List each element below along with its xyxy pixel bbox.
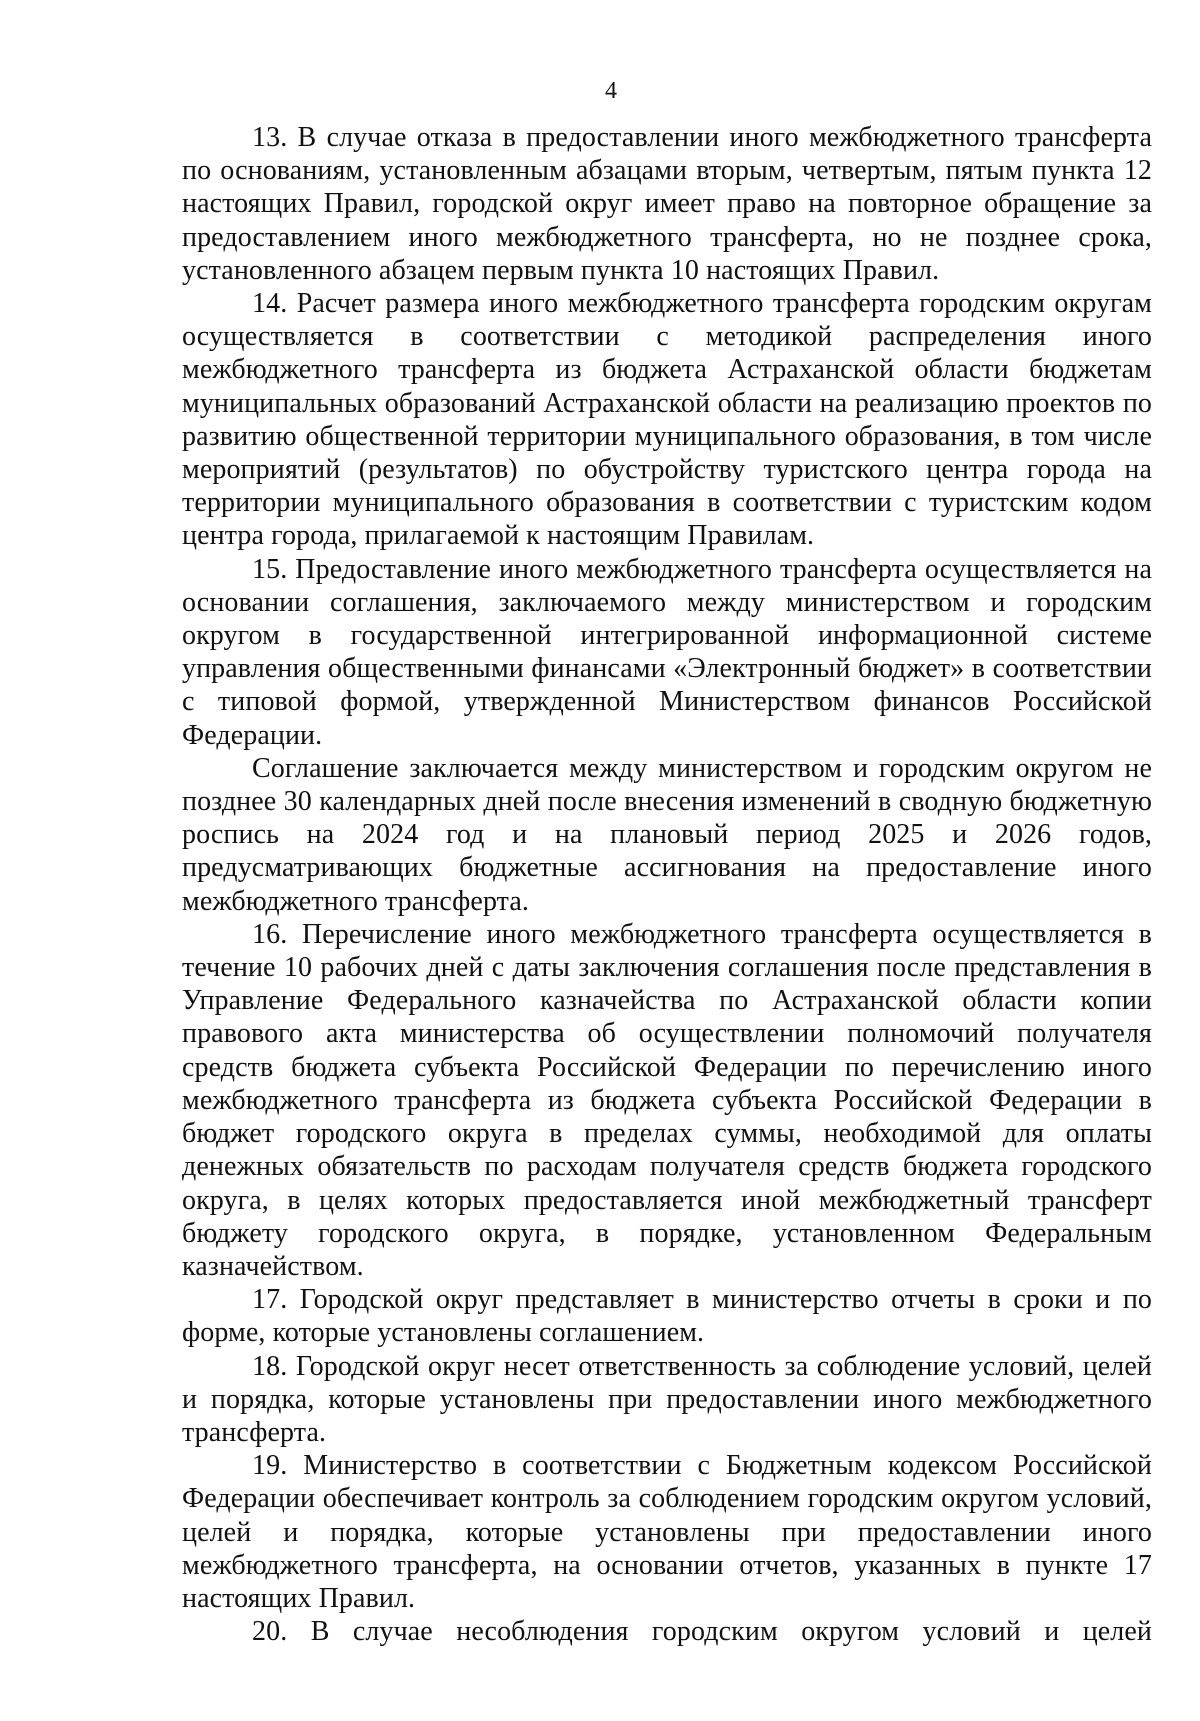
paragraph-17: 17. Городской округ представляет в министерство отчеты в сроки и по форме, которые установлены соглашением. xyxy=(182,1284,1152,1349)
paragraph-15: 15. Предоставление иного межбюджетного трансферта осуществляется на основании соглашения, заключаемого между министерством и городским округом в государственной интегрированной информационной системе управления общественными финансами «Электронный бюджет» в соответствии с типовой формой, утвержденной Министерством финансов Российской Федерации. xyxy=(182,553,1152,751)
paragraph-15-agreement: Соглашение заключается между министерством и городским округом не позднее 30 календарных дней после внесения изменений в сводную бюджетную роспись на 2024 год и на плановый период 2025 и 2026 годов, предусматривающих бюджетные ассигнования на предоставление иного межбюджетного трансферта. xyxy=(182,752,1152,917)
paragraph-19: 19. Министерство в соответствии с Бюджетным кодексом Российской Федерации обеспечивает контроль за соблюдением городским округом условий, целей и порядка, которые установлены при предоставлении иного межбюджетного трансферта, на основании отчетов, указанных в пункте 17 настоящих Правил. xyxy=(182,1450,1152,1614)
document-body xyxy=(182,121,1152,1648)
paragraph-14: 14. Расчет размера иного межбюджетного трансферта городским округам осуществляется в соответствии с методикой распределения иного межбюджетного трансферта из бюджета Астраханской области бюджетам муниципальных образований Астраханской области на реализацию проектов по развитию общественной территории муниципального образования, в том числе мероприятий (результатов) по обустройству туристского центра города на территории муниципального образования в соответствии с туристским кодом центра города, прилагаемой к настоящим Правилам. xyxy=(182,288,1152,552)
page-number: 4 xyxy=(605,78,617,104)
paragraph-20: 20. В случае несоблюдения городским округом условий и целей xyxy=(252,1616,1152,1648)
paragraph-18: 18. Городской округ несет ответственность за соблюдение условий, целей и порядка, которые установлены при предоставлении иного межбюджетного трансферта. xyxy=(182,1350,1152,1448)
paragraph-16: 16. Перечисление иного межбюджетного трансферта осуществляется в течение 10 рабочих дней с даты заключения соглашения после представления в Управление Федерального казначейства по Астраханской области копии правового акта министерства об осуществлении полномочий получателя средств бюджета субъекта Российской Федерации по перечислению иного межбюджетного трансферта из бюджета субъекта Российской Федерации в бюджет городского округа в пределах суммы, необходимой для оплаты денежных обязательств по расходам получателя средств бюджета городского округа, в целях которых предоставляется иной межбюджетный трансферт бюджету городского округа, в порядке, установленном Федеральным казначейством. xyxy=(182,918,1152,1282)
paragraph-13: 13. В случае отказа в предоставлении иного межбюджетного трансферта по основаниям, установленным абзацами вторым, четвертым, пятым пункта 12 настоящих Правил, городской округ имеет право на повторное обращение за предоставлением иного межбюджетного трансферта, но не позднее срока, установленного абзацем первым пункта 10 настоящих Правил. xyxy=(182,122,1152,286)
